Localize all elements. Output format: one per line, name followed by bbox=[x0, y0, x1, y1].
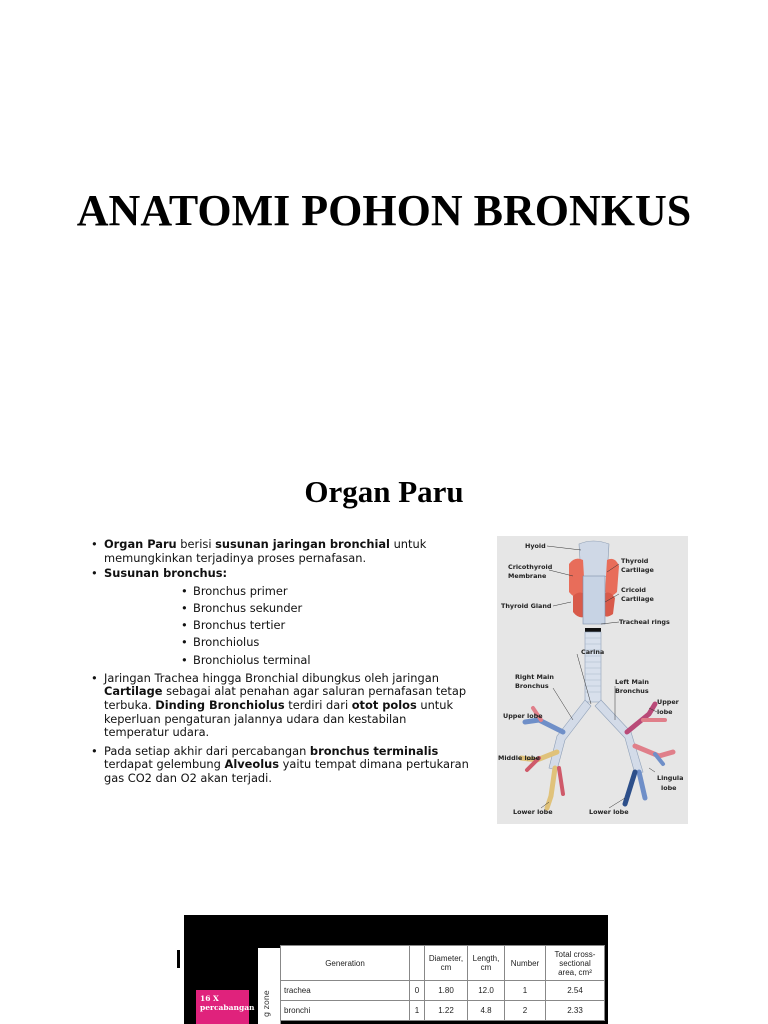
label-membrane: Membrane bbox=[508, 572, 547, 580]
col-header: Length, cm bbox=[468, 946, 505, 981]
sub-item: • Bronchiolus bbox=[181, 635, 260, 650]
bullet-text: Pada setiap akhir dari percabangan bbox=[104, 743, 310, 758]
zone-label-column bbox=[258, 948, 281, 1024]
col-header bbox=[410, 946, 425, 981]
generation-table bbox=[280, 945, 605, 1021]
table-cell: 12.0 bbox=[468, 981, 505, 1001]
sub-item-label: Bronchus primer bbox=[193, 583, 288, 598]
bold-term: bronchus terminalis bbox=[309, 743, 439, 758]
bullet-text: yaitu tempat dimana pertukaran gas CO2 dan O2 akan terjadi. bbox=[104, 757, 469, 785]
label-right-main: Right Main bbox=[515, 673, 554, 681]
bullet-text: sebagai alat penahan agar saluran pernafasan tetap terbuka. bbox=[104, 684, 467, 712]
bullet-jaringan bbox=[90, 672, 470, 740]
slide-title: ANATOMI POHON BRONKUS bbox=[76, 186, 692, 235]
table-cell: trachea bbox=[281, 981, 410, 1001]
label-hyoid: Hyoid bbox=[525, 542, 546, 550]
bronchial-tree-photo bbox=[497, 536, 688, 824]
table-row bbox=[281, 1001, 605, 1021]
label-bronchus-left: Bronchus bbox=[615, 687, 649, 695]
label-upper-lobe-right: Upper lobe bbox=[503, 712, 543, 720]
sub-item: • Bronchus primer bbox=[181, 583, 288, 598]
sub-item: • Bronchus sekunder bbox=[181, 600, 303, 615]
callout-line: percabangan bbox=[200, 1003, 255, 1012]
table-cell: 2 bbox=[505, 1001, 546, 1021]
sub-item-label: Bronchus tertier bbox=[193, 618, 286, 633]
sub-item-label: Bronchiolus bbox=[193, 635, 260, 650]
label-cricothyroid: Cricothyroid bbox=[508, 563, 553, 571]
bold-term: Alveolus bbox=[224, 757, 279, 772]
bullet-text: untuk memungkinkan terjadinya proses pernafasan. bbox=[104, 537, 427, 565]
bullet-organ-paru bbox=[90, 538, 470, 565]
bold-term: Dinding Bronchiolus bbox=[155, 697, 285, 712]
bullet-alveolus bbox=[90, 745, 470, 786]
label-cricoid: Cricoid bbox=[621, 586, 646, 594]
col-header: Generation bbox=[281, 946, 410, 981]
table-cell: 1.22 bbox=[425, 1001, 468, 1021]
bullet-text: berisi bbox=[176, 537, 216, 551]
sub-item-label: Bronchus sekunder bbox=[193, 600, 303, 615]
zone-label: g zone bbox=[262, 990, 271, 1017]
bullet-text: terdiri dari bbox=[284, 697, 352, 712]
label-thyroid-gland: Thyroid Gland bbox=[501, 602, 552, 610]
label-cartilage-1: Cartilage bbox=[621, 566, 654, 574]
table-cell: bronchi bbox=[281, 1001, 410, 1021]
table-cell: 1 bbox=[410, 1001, 425, 1021]
table-cell: 0 bbox=[410, 981, 425, 1001]
table-cell: 2.33 bbox=[546, 1001, 605, 1021]
label-middle-lobe: Middle lobe bbox=[498, 754, 540, 762]
bullet-susunan bbox=[90, 567, 470, 581]
label-lower-lobe-left: Lower lobe bbox=[589, 808, 629, 816]
label-lingula-1: Lingula bbox=[657, 774, 684, 782]
bold-term: Cartilage bbox=[104, 684, 163, 699]
bold-term: Organ Paru bbox=[104, 537, 177, 551]
label-left-main: Left Main bbox=[615, 678, 649, 686]
col-header: Diameter, cm bbox=[425, 946, 468, 981]
label-thyroid: Thyroid bbox=[621, 557, 649, 565]
sub-item: • Bronchiolus terminal bbox=[181, 652, 311, 667]
label-upper-left-2: lobe bbox=[657, 708, 673, 716]
label-upper-left-1: Upper bbox=[657, 698, 679, 706]
bold-term: otot polos bbox=[351, 697, 417, 712]
table-cell: 1 bbox=[505, 981, 546, 1001]
table-cell: 2.54 bbox=[546, 981, 605, 1001]
sub-list bbox=[90, 583, 470, 669]
branching-callout bbox=[196, 990, 255, 1024]
sub-item-label: Bronchiolus terminal bbox=[193, 652, 311, 667]
bullet-list bbox=[90, 538, 470, 788]
airway-generation-table-image bbox=[166, 915, 608, 1024]
table-cell: 4.8 bbox=[468, 1001, 505, 1021]
table-header-row bbox=[281, 946, 605, 981]
col-header: Number bbox=[505, 946, 546, 981]
table-cell: 1.80 bbox=[425, 981, 468, 1001]
label-tracheal-rings: Tracheal rings bbox=[619, 618, 670, 626]
label-bronchus-right: Bronchus bbox=[515, 682, 549, 690]
bold-term: susunan jaringan bronchial bbox=[215, 537, 390, 551]
label-carina: Carina bbox=[581, 648, 605, 656]
sub-item: • Bronchus tertier bbox=[181, 618, 286, 633]
bullet-text: terdapat gelembung bbox=[104, 757, 225, 772]
section-title: Organ Paru bbox=[304, 474, 464, 509]
label-lingula-2: lobe bbox=[661, 784, 677, 792]
callout-line: 16 X bbox=[200, 994, 219, 1003]
bold-term: Susunan bronchus: bbox=[104, 566, 228, 581]
table-row bbox=[281, 981, 605, 1001]
label-cartilage-2: Cartilage bbox=[621, 595, 654, 603]
bullet-text: Jaringan Trachea hingga Bronchial dibungkus oleh jaringan bbox=[104, 670, 439, 685]
col-header: Total cross-sectional area, cm² bbox=[546, 946, 605, 981]
bullet-text: untuk keperluan pengaturan jalannya udara dan kestabilan temperatur udara. bbox=[104, 697, 454, 740]
label-lower-lobe-right: Lower lobe bbox=[513, 808, 553, 816]
